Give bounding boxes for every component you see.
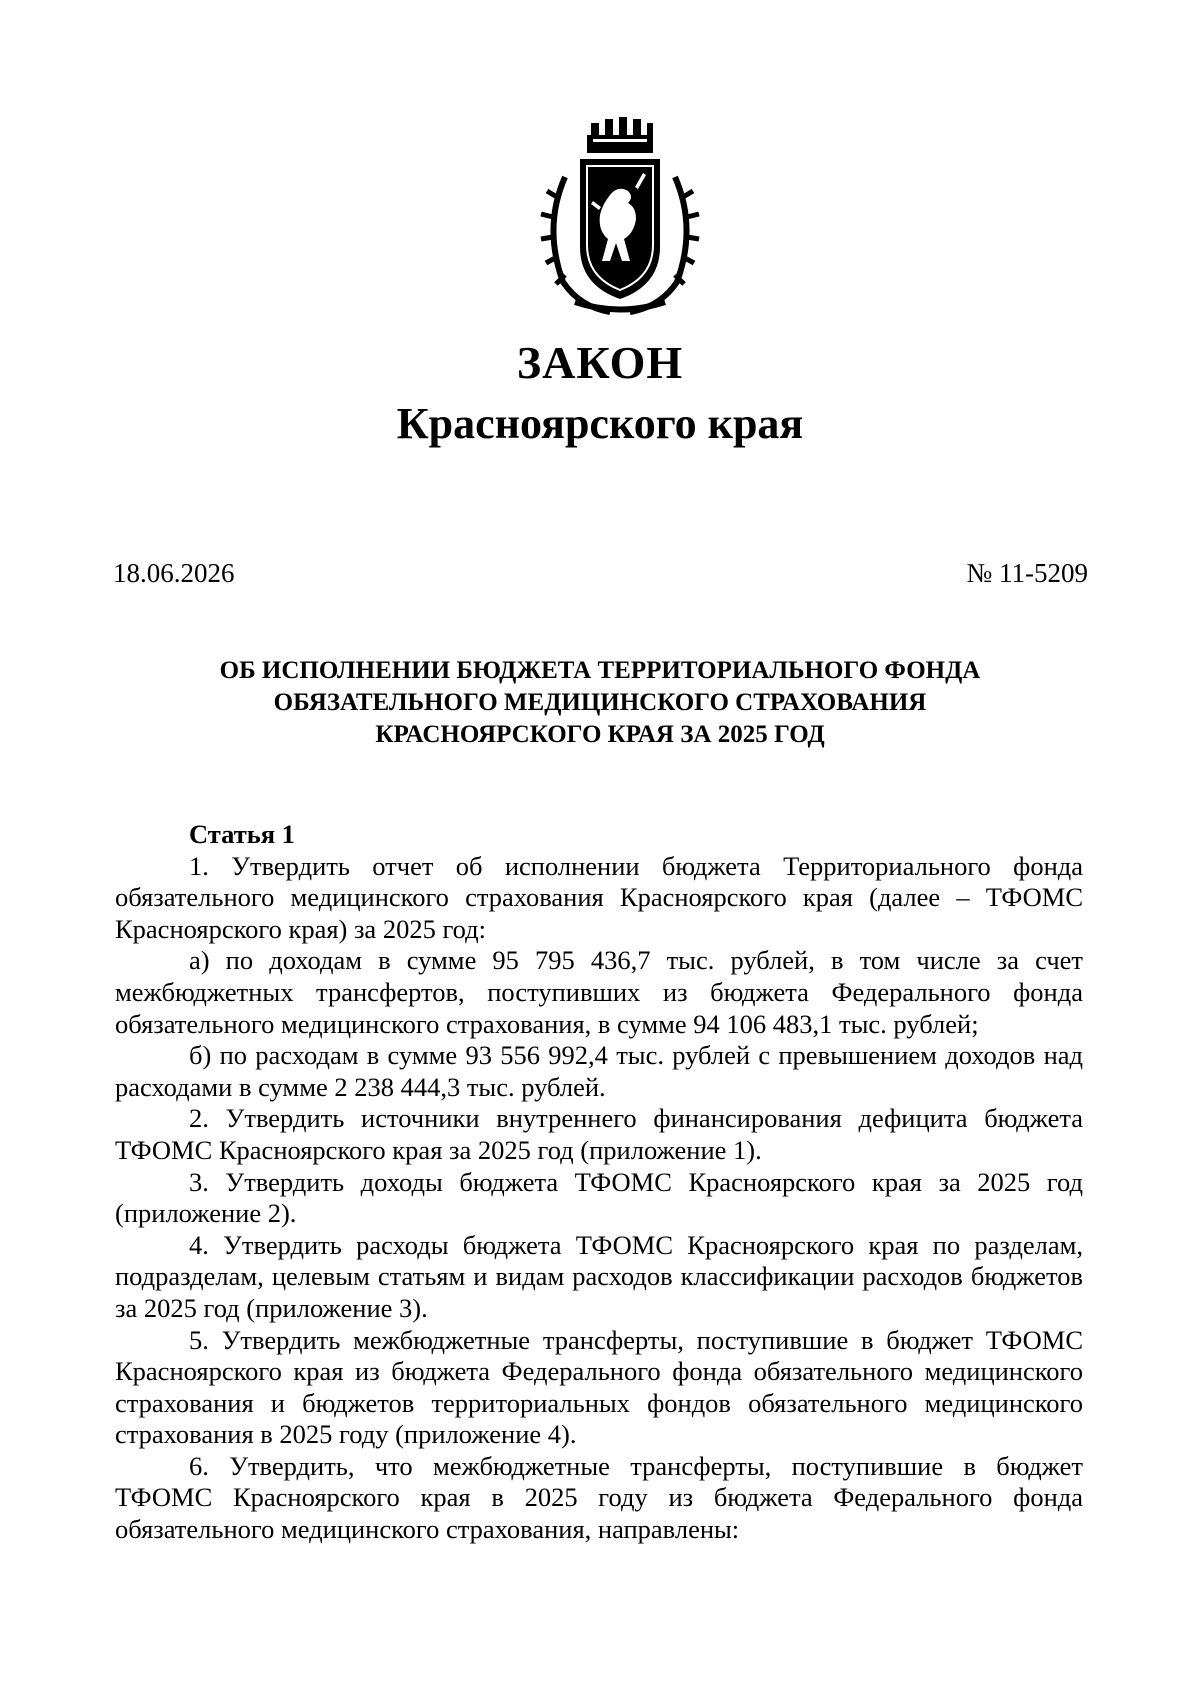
law-heading-line: ОБ ИСПОЛНЕНИИ БЮДЖЕТА ТЕРРИТОРИАЛЬНОГО ФОНДА — [219, 657, 981, 684]
article-paragraph: 2. Утвердить источники внутреннего финансирования дефицита бюджета ТФОМС Красноярского края за 2025 год (приложение 1). — [115, 1103, 1083, 1165]
region-subtitle: Красноярского края — [396, 399, 804, 448]
article-body — [115, 819, 1083, 1546]
law-number: № 11-5209 — [966, 558, 1088, 588]
article-paragraph: а) по доходам в сумме 95 795 436,7 тыс. рублей, в том числе за счет межбюджетных трансфертов, поступивших из бюджета Федерального фонда обязательного медицинского страхования, в сумме 94 106 483,1 тыс. рублей; — [115, 945, 1083, 1039]
document-type-title: ЗАКОН — [516, 337, 684, 388]
article-paragraph: 3. Утвердить доходы бюджета ТФОМС Красноярского края за 2025 год (приложение 2). — [115, 1166, 1083, 1229]
article-paragraph: 6. Утвердить, что межбюджетные трансферты, поступившие в бюджет ТФОМС Красноярского края в 2025 году из бюджета Федерального фонда обязательного медицинского страхования, направлены: — [115, 1450, 1083, 1545]
law-date: 18.06.2026 — [113, 558, 235, 588]
law-heading-line: ОБЯЗАТЕЛЬНОГО МЕДИЦИНСКОГО СТРАХОВАНИЯ — [273, 689, 927, 716]
article-paragraph: 5. Утвердить межбюджетные трансферты, поступившие в бюджет ТФОМС Красноярского края из бюджета Федерального фонда обязательного медицинского страхования и бюджетов территориальных фондов обязательного медицинского страхования в 2025 году (приложение 4). — [115, 1324, 1083, 1450]
article-paragraph: б) по расходам в сумме 93 556 992,4 тыс. рублей с превышением доходов над расходами в сумме 2 238 444,3 тыс. рублей. — [115, 1040, 1083, 1102]
coat-of-arms-icon — [535, 117, 705, 317]
law-heading — [0, 655, 1200, 751]
article-paragraph: 1. Утвердить отчет об исполнении бюджета Территориального фонда обязательного медицинского страхования Красноярского края (далее – ТФОМС Красноярского края) за 2025 год: — [115, 850, 1083, 944]
article-paragraph: 4. Утвердить расходы бюджета ТФОМС Красноярского края по разделам, подразделам, целевым статьям и видам расходов классификации расходов бюджетов за 2025 год (приложение 3). — [115, 1229, 1083, 1323]
article-title: Статья 1 — [189, 819, 295, 849]
law-heading-line: КРАСНОЯРСКОГО КРАЯ ЗА 2025 ГОД — [375, 721, 825, 748]
